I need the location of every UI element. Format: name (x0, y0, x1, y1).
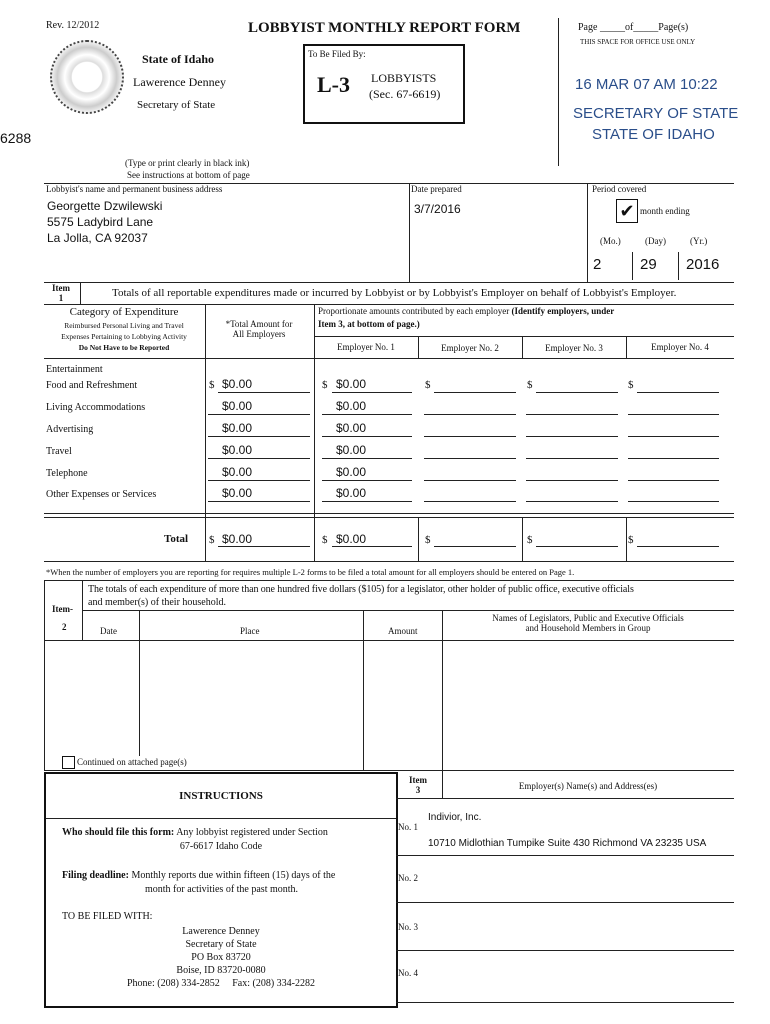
other-employer1-value[interactable]: $0.00 (336, 486, 367, 500)
dollar-sign: $ (322, 379, 328, 391)
other-total-value[interactable]: $0.00 (222, 486, 253, 500)
employer-no1-label: No. 1 (398, 822, 418, 832)
day-label: (Day) (645, 236, 666, 246)
checkmark-icon: ✔ (619, 201, 635, 221)
row-label-advertising: Advertising (46, 424, 94, 435)
page-count-label: Page _____of_____Page(s) (578, 22, 689, 33)
dollar-sign: $ (209, 379, 215, 391)
travel-total-value[interactable]: $0.00 (222, 443, 253, 457)
to-be-filed-with: TO BE FILED WITH: (62, 911, 153, 922)
lobbyist-address-line2[interactable]: La Jolla, CA 92037 (47, 231, 148, 245)
dollar-sign: $ (425, 379, 431, 391)
continued-checkbox[interactable] (62, 756, 75, 769)
category-note-1: Reimbursed Personal Living and Travel (64, 321, 184, 330)
employer-no2-label: No. 2 (398, 873, 418, 883)
row-label-living: Living Accommodations (46, 402, 146, 413)
employer1-total-value[interactable]: $0.00 (336, 532, 367, 546)
address-pobox: PO Box 83720 (191, 952, 251, 963)
lobbyist-address-line1[interactable]: 5575 Ladybird Lane (47, 215, 154, 229)
dollar-sign: $ (322, 534, 328, 546)
food-total-value[interactable]: $0.00 (222, 377, 253, 391)
continued-label: Continued on attached page(s) (77, 757, 187, 767)
employer-header-1: Employer No. 1 (337, 342, 395, 352)
see-instructions-note: See instructions at bottom of page (127, 170, 250, 180)
instructions-box (44, 772, 398, 1008)
item3-label: Item 3 (409, 775, 427, 795)
period-day[interactable]: 29 (640, 256, 657, 273)
date-prepared-value[interactable]: 3/7/2016 (414, 202, 461, 216)
dollar-sign: $ (628, 534, 634, 546)
entertainment-label: Entertainment (46, 364, 103, 375)
advertising-total-value[interactable]: $0.00 (222, 421, 253, 435)
col-names-label: Names of Legislators, Public and Executive Officials and Household Members in Group (492, 613, 684, 633)
total-row-label: Total (164, 533, 189, 545)
row-label-travel: Travel (46, 446, 72, 457)
filed-by-label: To Be Filed By: (308, 49, 366, 59)
employer-header-3: Employer No. 3 (545, 343, 603, 353)
col-place-label: Place (240, 626, 260, 636)
row-label-other: Other Expenses or Services (46, 489, 157, 500)
item1-label: Item 1 (52, 283, 70, 303)
month-ending-checkbox[interactable] (616, 199, 638, 223)
item2-label: Item- (52, 604, 73, 614)
employer-header-4: Employer No. 4 (651, 342, 709, 352)
category-of-expenditure-label: Category of Expenditure (69, 306, 179, 318)
col-date-label: Date (100, 626, 117, 636)
item1-heading: Totals of all reportable expenditures made or incurred by Lobbyist or by Lobbyist's Employer on behalf of Lobbyist's Employer. (112, 287, 677, 299)
idaho-state-seal (50, 40, 124, 114)
item2-heading-line1: The totals of each expenditure of more than one hundred five dollars ($105) for a legislator, other holder of public office, executive officials (88, 584, 634, 595)
item2-heading-line2: and member(s) of their household. (88, 597, 227, 608)
form-code: L-3 (317, 72, 350, 97)
proportionate-label: Proportionate amounts contributed by each employer (Identify employers, under (318, 306, 615, 316)
lobbyist-name-label: Lobbyist's name and permanent business address (46, 184, 223, 194)
employer1-address[interactable]: 10710 Midlothian Tumpike Suite 430 Richmond VA 23235 USA (428, 838, 707, 849)
food-employer1-value[interactable]: $0.00 (336, 377, 367, 391)
item3-heading: Employer(s) Name(s) and Address(es) (518, 781, 658, 791)
secretary-name: Lawerence Denney (133, 75, 226, 89)
address-phone-fax: Phone: (208) 334-2852 Fax: (208) 334-2282 (126, 978, 316, 989)
period-month[interactable]: 2 (593, 256, 602, 273)
lobbyist-name[interactable]: Georgette Dzwilewski (47, 199, 163, 213)
living-total-value[interactable]: $0.00 (222, 399, 253, 413)
who-should-file: Who should file this form: Any lobbyist registered under Section (62, 827, 328, 838)
employer-no3-label: No. 3 (398, 922, 418, 932)
total-amount-label: *Total Amount for All Employers (225, 319, 293, 339)
received-stamp-line2: STATE OF IDAHO (592, 126, 715, 143)
form-type: LOBBYISTS (371, 71, 437, 85)
col-amount-label: Amount (388, 626, 418, 636)
who-should-file-line2: 67-6617 Idaho Code (179, 841, 263, 852)
category-note-3: Do Not Have to be Reported (78, 343, 170, 352)
revision-label: Rev. 12/2012 (46, 20, 100, 31)
form-title: LOBBYIST MONTHLY REPORT FORM (248, 20, 521, 36)
address-city: Boise, ID 83720-0080 (176, 965, 266, 976)
category-note-2: Expenses Pertaining to Lobbying Activity (61, 332, 187, 341)
instructions-title: INSTRUCTIONS (179, 790, 263, 802)
row-label-telephone: Telephone (46, 468, 88, 479)
dollar-sign: $ (527, 534, 533, 546)
employer1-name[interactable]: Indivior, Inc. (428, 812, 482, 823)
period-year[interactable]: 2016 (686, 256, 720, 273)
dollar-sign: $ (209, 534, 215, 546)
dollar-sign: $ (628, 379, 634, 391)
received-stamp-line1: SECRETARY OF STATE (573, 105, 739, 122)
row-label-food: Food and Refreshment (46, 380, 138, 391)
year-label: (Yr.) (690, 236, 708, 246)
month-ending-label: month ending (640, 206, 690, 216)
advertising-employer1-value[interactable]: $0.00 (336, 421, 367, 435)
item2-number: 2 (62, 622, 67, 632)
filing-deadline: Filing deadline: Monthly reports due within fifteen (15) days of the (62, 870, 336, 881)
address-name: Lawerence Denney (182, 926, 260, 937)
telephone-total-value[interactable]: $0.00 (222, 465, 253, 479)
dollar-sign: $ (527, 379, 533, 391)
dollar-sign: $ (425, 534, 431, 546)
form-code-box (303, 44, 465, 124)
office-use-label: THIS SPACE FOR OFFICE USE ONLY (580, 38, 696, 46)
ink-instruction: (Type or print clearly in black ink) (125, 158, 250, 168)
month-label: (Mo.) (600, 236, 621, 246)
secretary-title: Secretary of State (137, 99, 216, 111)
item1-footnote: *When the number of employers you are reporting for requires multiple L-2 forms to be filed a total amount for all employers should be entered on Page 1. (46, 567, 575, 577)
proportionate-label-2: Item 3, at bottom of page.) (318, 319, 420, 329)
travel-employer1-value[interactable]: $0.00 (336, 443, 367, 457)
state-name: State of Idaho (142, 52, 215, 66)
telephone-employer1-value[interactable]: $0.00 (336, 465, 367, 479)
employer-header-2: Employer No. 2 (441, 343, 499, 353)
employer-no4-label: No. 4 (398, 968, 418, 978)
grand-total-value[interactable]: $0.00 (222, 532, 253, 546)
living-employer1-value[interactable]: $0.00 (336, 399, 367, 413)
form-section: (Sec. 67-6619) (369, 87, 441, 101)
received-stamp-date: 16 MAR 07 AM 10:22 (575, 76, 718, 93)
filing-deadline-line2: month for activities of the past month. (145, 884, 299, 895)
date-prepared-label: Date prepared (411, 184, 462, 194)
period-covered-label: Period covered (592, 184, 647, 194)
address-title: Secretary of State (185, 939, 257, 950)
side-number: 6288 (0, 130, 32, 146)
